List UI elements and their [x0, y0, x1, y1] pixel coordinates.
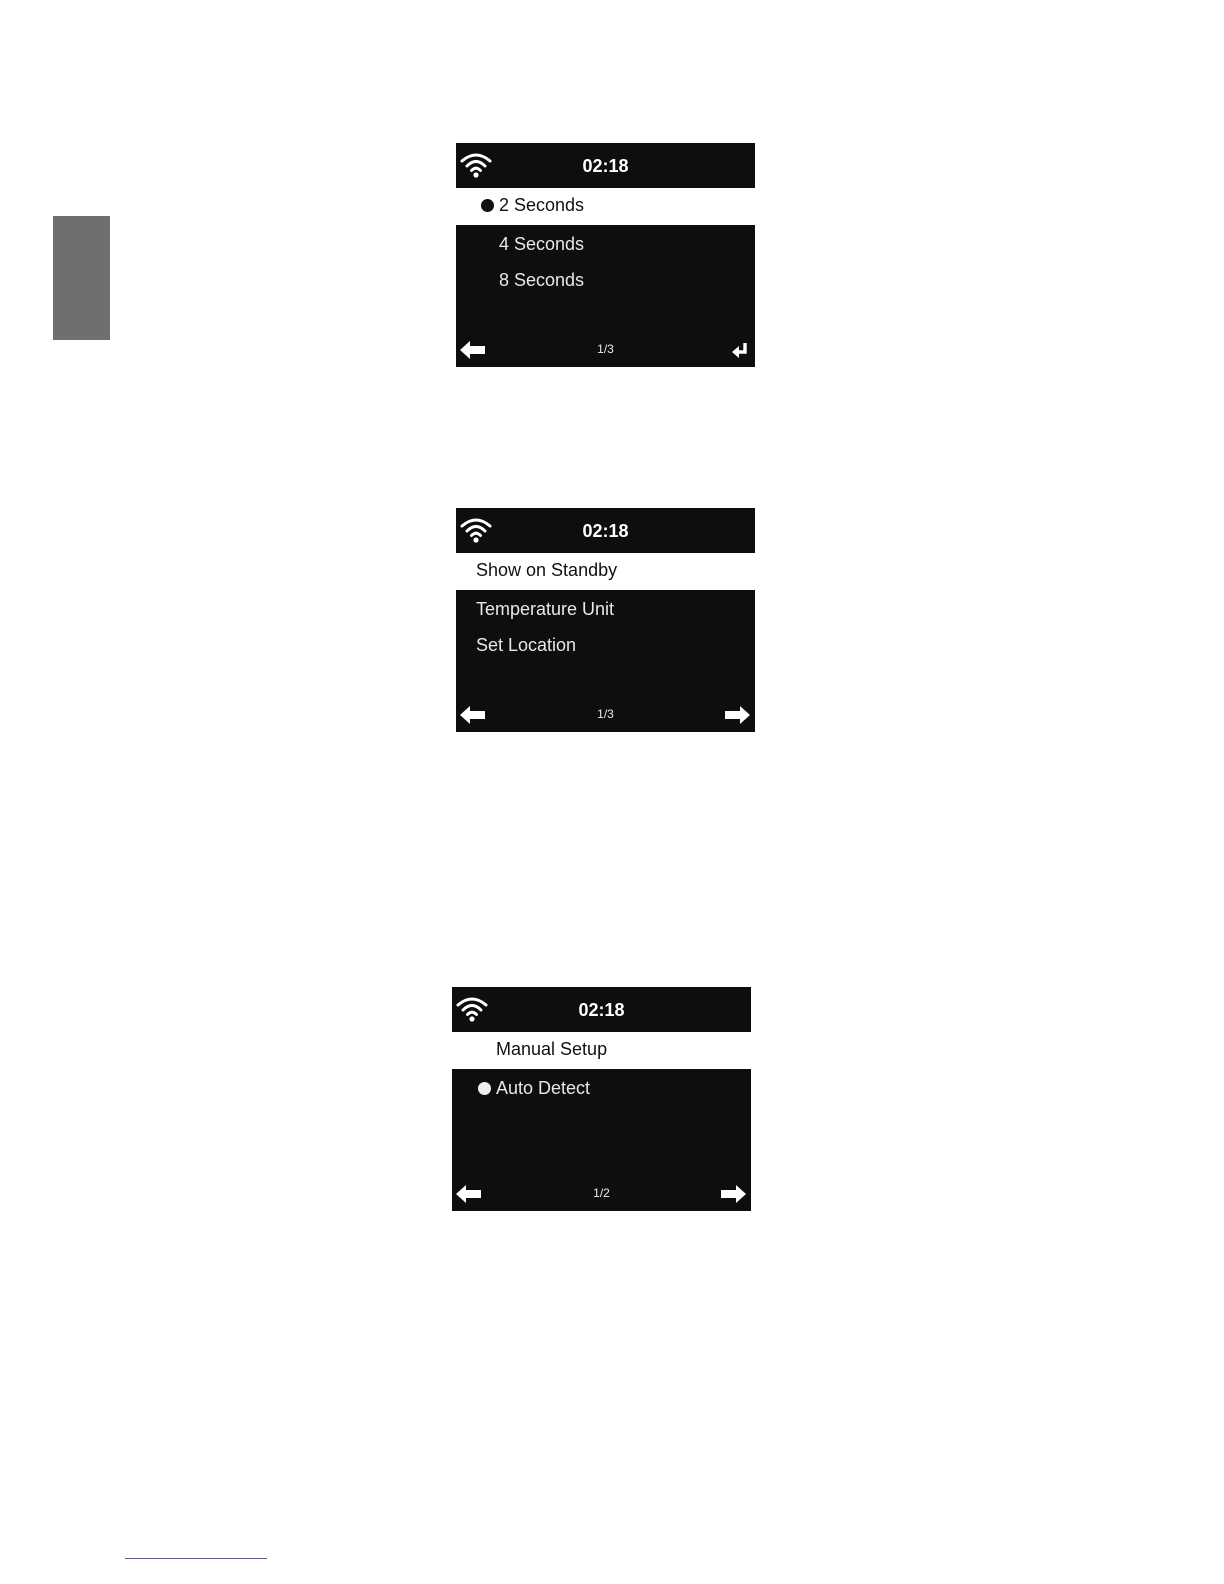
display-screen-weather	[456, 508, 755, 732]
enter-icon[interactable]	[732, 341, 750, 359]
forward-arrow-icon[interactable]	[720, 1185, 746, 1203]
status-bar	[456, 508, 755, 553]
menu-item-label: 2 Seconds	[499, 195, 585, 215]
menu-item-auto-detect[interactable]	[452, 1071, 751, 1107]
page-indicator: 1/2	[593, 1186, 610, 1200]
menu-item-label: Set Location	[476, 635, 577, 655]
menu-item-temperature-unit[interactable]	[456, 592, 755, 628]
status-bar	[456, 143, 755, 188]
menu-item-label: Auto Detect	[496, 1078, 591, 1098]
footnote-rule	[125, 1558, 267, 1559]
screen-footer	[456, 698, 755, 732]
menu-item-manual-setup[interactable]	[452, 1032, 751, 1069]
radio-selected-icon	[481, 199, 494, 212]
menu-item-label: Show on Standby	[476, 560, 618, 580]
display-screen-scroll-speed	[456, 143, 755, 367]
clock: 02:18	[582, 521, 629, 541]
status-bar	[452, 987, 751, 1032]
radio-selected-icon	[478, 1082, 491, 1095]
display-screen-network	[452, 987, 751, 1211]
menu-item-2-seconds[interactable]	[456, 188, 755, 225]
menu-item-set-location[interactable]	[456, 628, 755, 664]
menu-item-8-seconds[interactable]	[456, 263, 755, 299]
menu-item-4-seconds[interactable]	[456, 227, 755, 263]
page-indicator: 1/3	[597, 342, 614, 356]
clock: 02:18	[578, 1000, 625, 1020]
menu-item-label: Manual Setup	[496, 1039, 608, 1059]
page-indicator: 1/3	[597, 707, 614, 721]
menu-item-show-on-standby[interactable]	[456, 553, 755, 590]
menu-item-label: 4 Seconds	[499, 234, 585, 254]
forward-arrow-icon[interactable]	[724, 706, 750, 724]
side-section-tab	[53, 216, 110, 340]
screen-footer	[456, 333, 755, 367]
clock: 02:18	[582, 156, 629, 176]
menu-item-label: 8 Seconds	[499, 270, 585, 290]
screen-footer	[452, 1177, 751, 1211]
menu-item-label: Temperature Unit	[476, 599, 615, 619]
